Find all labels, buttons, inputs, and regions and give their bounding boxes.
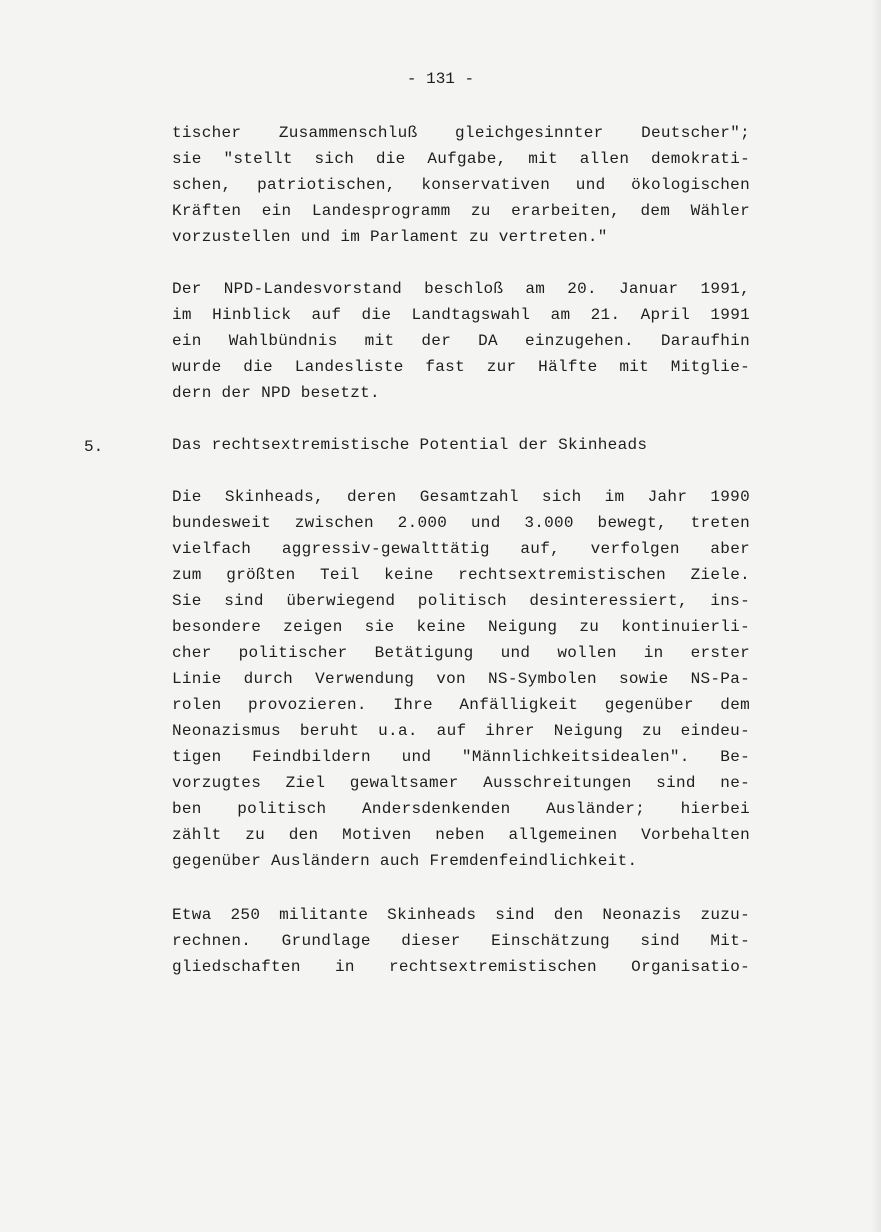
text-line: tischer Zusammenschluß gleichgesinnter Deutscher"; — [172, 124, 750, 142]
text-line: Neonazismus beruht u.a. auf ihrer Neigung zu eindeu- — [172, 722, 750, 740]
paragraph-militant — [172, 902, 750, 980]
section-heading — [172, 432, 750, 458]
heading-text: Das rechtsextremistische Potential der Skinheads — [172, 436, 648, 454]
text-line: gegenüber Ausländern auch Fremdenfeindlichkeit. — [172, 852, 638, 870]
text-line: Linie durch Verwendung von NS-Symbolen sowie NS-Pa- — [172, 670, 750, 688]
paragraph-npd — [172, 276, 750, 406]
scan-edge-shadow — [871, 0, 881, 1232]
page-number: - 131 - — [406, 70, 475, 88]
text-line: cher politischer Betätigung und wollen in erster — [172, 644, 750, 662]
text-line: bundesweit zwischen 2.000 und 3.000 bewegt, treten — [172, 514, 750, 532]
text-line: Sie sind überwiegend politisch desinteressiert, ins- — [172, 592, 750, 610]
text-line: zählt zu den Motiven neben allgemeinen Vorbehalten — [172, 826, 750, 844]
text-line: Etwa 250 militante Skinheads sind den Neonazis zuzu- — [172, 906, 750, 924]
text-line: vorzustellen und im Parlament zu vertreten." — [172, 228, 608, 246]
text-line: Kräften ein Landesprogramm zu erarbeiten, dem Wähler — [172, 202, 750, 220]
text-line: wurde die Landesliste fast zur Hälfte mit Mitglie- — [172, 358, 750, 376]
text-line: vorzugtes Ziel gewaltsamer Ausschreitungen sind ne- — [172, 774, 750, 792]
text-line: im Hinblick auf die Landtagswahl am 21. April 1991 — [172, 306, 750, 324]
text-line: vielfach aggressiv-gewalttätig auf, verfolgen aber — [172, 540, 750, 558]
text-line: ein Wahlbündnis mit der DA einzugehen. Daraufhin — [172, 332, 750, 350]
text-line: rechnen. Grundlage dieser Einschätzung sind Mit- — [172, 932, 750, 950]
text-line: tigen Feindbildern und "Männlichkeitsidealen". Be- — [172, 748, 750, 766]
text-line: gliedschaften in rechtsextremistischen Organisatio- — [172, 958, 750, 976]
text-line: zum größten Teil keine rechtsextremistischen Ziele. — [172, 566, 750, 584]
text-line: ben politisch Andersdenkenden Ausländer; hierbei — [172, 800, 750, 818]
text-line: schen, patriotischen, konservativen und ökologischen — [172, 176, 750, 194]
text-line: dern der NPD besetzt. — [172, 384, 380, 402]
text-line: besondere zeigen sie keine Neigung zu kontinuierli- — [172, 618, 750, 636]
paragraph-skinheads — [172, 484, 750, 874]
text-line: Die Skinheads, deren Gesamtzahl sich im Jahr 1990 — [172, 488, 750, 506]
section-number: 5. — [84, 438, 104, 456]
text-line: Der NPD-Landesvorstand beschloß am 20. Januar 1991, — [172, 280, 750, 298]
text-line: rolen provozieren. Ihre Anfälligkeit gegenüber dem — [172, 696, 750, 714]
paragraph-continuation — [172, 120, 750, 250]
text-line: sie "stellt sich die Aufgabe, mit allen demokrati- — [172, 150, 750, 168]
